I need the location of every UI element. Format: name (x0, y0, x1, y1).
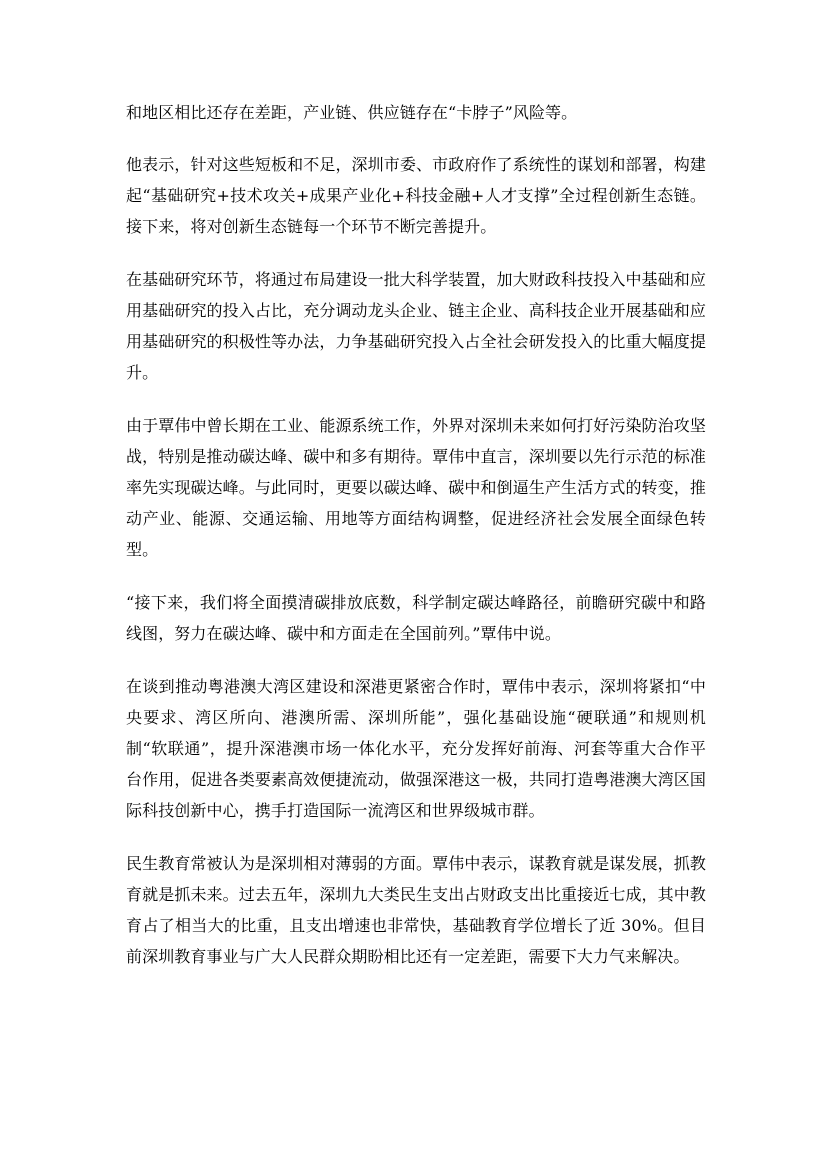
paragraph-2: 他表示，针对这些短板和不足，深圳市委、市政府作了系统性的谋划和部署，构建起“基础研究+技术攻关+成果产业化+科技金融+人才支撑”全过程创新生态链。接下来，将对创新生态链每一个环节不断完善提升。 (126, 155, 706, 236)
paragraph-1: 和地区相比还存在差距，产业链、供应链存在“卡脖子”风险等。 (126, 103, 578, 122)
paragraph-7: 民生教育常被认为是深圳相对薄弱的方面。覃伟中表示，谋教育就是谋发展，抓教育就是抓未来。过去五年，深圳九大类民生支出占财政支出比重接近七成，其中教育占了相当大的比重，且支出增速也非常快，基础教育学位增长了近 30%。但目前深圳教育事业与广大人民群众期盼相比还有一定差距，需要下大力气来解决。 (126, 854, 706, 966)
paragraph-6: 在谈到推动粤港澳大湾区建设和深港更紧密合作时，覃伟中表示，深圳将紧扣“中央要求、湾区所向、港澳所需、深圳所能”，强化基础设施“硬联通”和规则机制“软联通”，提升深港澳市场一体化水平，充分发挥好前海、河套等重大合作平台作用，促进各类要素高效便捷流动，做强深港这一极，共同打造粤港澳大湾区国际科技创新中心，携手打造国际一流湾区和世界级城市群。 (126, 677, 706, 820)
paragraph-5: “接下来，我们将全面摸清碳排放底数，科学制定碳达峰路径，前瞻研究碳中和路线图，努力在碳达峰、碳中和方面走在全国前列。”覃伟中说。 (126, 593, 706, 643)
paragraph-4: 由于覃伟中曾长期在工业、能源系统工作，外界对深圳未来如何打好污染防治攻坚战，特别是推动碳达峰、碳中和多有期待。覃伟中直言，深圳要以先行示范的标准率先实现碳达峰。与此同时，更要以碳达峰、碳中和倒逼生产生活方式的转变，推动产业、能源、交通运输、用地等方面结构调整，促进经济社会发展全面绿色转型。 (126, 416, 706, 559)
paragraph-3: 在基础研究环节，将通过布局建设一批大科学装置，加大财政科技投入中基础和应用基础研究的投入占比，充分调动龙头企业、链主企业、高科技企业开展基础和应用基础研究的积极性等办法，力争基础研究投入占全社会研发投入的比重大幅度提升。 (126, 270, 706, 382)
document-page (126, 97, 706, 994)
